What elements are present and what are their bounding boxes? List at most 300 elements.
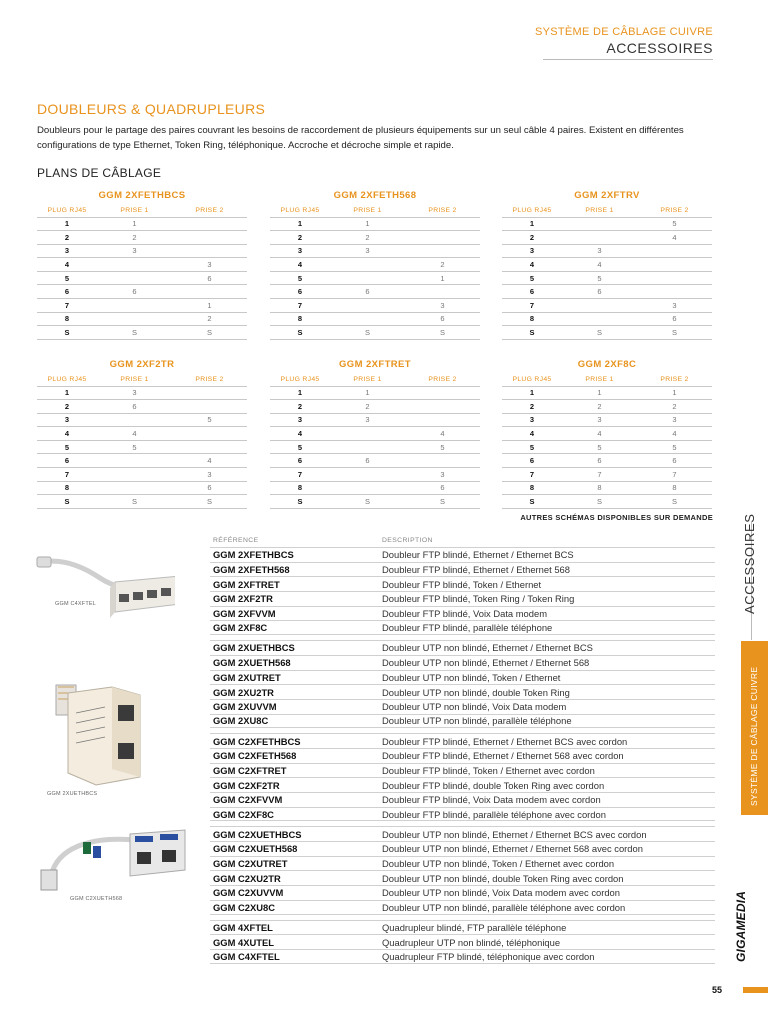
page-number: 55 bbox=[712, 985, 723, 995]
reference-description: Doubleur FTP blindé, parallèle téléphone avec cordon bbox=[382, 808, 606, 820]
table-cell: 4 bbox=[637, 427, 712, 441]
table-row bbox=[270, 231, 480, 245]
table-cell: 7 bbox=[37, 299, 97, 313]
product-image-quadrupleur bbox=[35, 548, 175, 630]
wiring-table bbox=[270, 188, 480, 340]
table-row bbox=[502, 413, 712, 427]
reference-row bbox=[210, 670, 715, 685]
table-cell bbox=[405, 386, 480, 400]
table-row bbox=[37, 454, 247, 468]
reference-code: GGM 2XUETH568 bbox=[213, 657, 291, 669]
column-header: PLUG RJ45 bbox=[280, 375, 320, 383]
table-cell: 3 bbox=[330, 244, 405, 258]
reference-code: GGM 2XUVVM bbox=[213, 701, 277, 713]
table-row bbox=[502, 468, 712, 482]
other-schemes-note: AUTRES SCHÉMAS DISPONIBLES SUR DEMANDE bbox=[520, 513, 713, 522]
table-cell: 8 bbox=[502, 481, 562, 495]
reference-description: Doubleur UTP non blindé, double Token Ring avec cordon bbox=[382, 872, 624, 884]
table-row bbox=[270, 427, 480, 441]
table-cell: 3 bbox=[270, 413, 330, 427]
table-row bbox=[37, 386, 247, 400]
reference-groups bbox=[210, 547, 715, 964]
column-header: PRISE 1 bbox=[120, 375, 149, 383]
table-cell: 3 bbox=[405, 299, 480, 313]
table-row bbox=[37, 481, 247, 495]
table-cell: 5 bbox=[37, 271, 97, 285]
reference-description: Doubleur UTP non blindé, double Token Ring bbox=[382, 686, 570, 698]
column-header: PRISE 2 bbox=[428, 206, 457, 214]
table-cell: 3 bbox=[172, 258, 247, 272]
reference-row bbox=[210, 620, 715, 635]
reference-description: Doubleur FTP blindé, Ethernet / Ethernet BCS bbox=[382, 549, 574, 561]
reference-code: GGM C2XU2TR bbox=[213, 872, 281, 884]
reference-row bbox=[210, 841, 715, 856]
table-cell: 7 bbox=[270, 299, 330, 313]
table-cell: 1 bbox=[502, 217, 562, 231]
wiring-table bbox=[37, 357, 247, 509]
table-cell: 4 bbox=[37, 258, 97, 272]
table-cell bbox=[97, 312, 172, 326]
column-header: PRISE 2 bbox=[195, 206, 224, 214]
table-cell: 7 bbox=[270, 468, 330, 482]
column-header: PLUG RJ45 bbox=[512, 375, 552, 383]
reference-description: Doubleur FTP blindé, Token / Ethernet bbox=[382, 578, 542, 590]
table-cell: 6 bbox=[97, 285, 172, 299]
table-cell bbox=[330, 468, 405, 482]
table-row bbox=[502, 271, 712, 285]
reference-row bbox=[210, 885, 715, 900]
table-cell bbox=[562, 312, 637, 326]
reference-row bbox=[210, 733, 715, 748]
reference-code: GGM C2XF2TR bbox=[213, 779, 280, 791]
table-cell: 5 bbox=[562, 271, 637, 285]
reference-row bbox=[210, 934, 715, 949]
table-cell: S bbox=[637, 495, 712, 509]
table-cell bbox=[97, 413, 172, 427]
table-cell bbox=[172, 440, 247, 454]
table-cell: 2 bbox=[637, 400, 712, 414]
table-cell: 1 bbox=[37, 217, 97, 231]
reference-row bbox=[210, 576, 715, 591]
reference-code: GGM 2XFTRET bbox=[213, 578, 280, 590]
reference-row bbox=[210, 547, 715, 562]
table-cell: 3 bbox=[502, 413, 562, 427]
reference-row bbox=[210, 640, 715, 655]
reference-description: Quadrupleur blindé, FTP parallèle téléphone bbox=[382, 921, 567, 933]
product-caption-1: GGM C4XFTEL bbox=[55, 601, 97, 607]
reference-description: Doubleur UTP non blindé, Voix Data modem bbox=[382, 701, 567, 713]
table-cell: 5 bbox=[270, 271, 330, 285]
table-cell bbox=[330, 427, 405, 441]
table-cell: 2 bbox=[172, 312, 247, 326]
wiring-table bbox=[37, 188, 247, 340]
table-cell: 2 bbox=[97, 231, 172, 245]
reference-code: GGM 2XUETHBCS bbox=[213, 642, 295, 654]
reference-code: GGM C2XFTRET bbox=[213, 764, 287, 776]
table-cell bbox=[405, 454, 480, 468]
sidebar-systeme: SYSTÈME DE CÂBLAGE CUIVRE bbox=[749, 666, 759, 806]
table-cell: 8 bbox=[37, 312, 97, 326]
reference-group bbox=[210, 826, 715, 914]
wiring-table-title: GGM 2XFETHBCS bbox=[98, 190, 186, 201]
table-cell bbox=[637, 258, 712, 272]
table-cell: 1 bbox=[270, 386, 330, 400]
table-row bbox=[37, 271, 247, 285]
wiring-table bbox=[502, 357, 712, 509]
table-cell: S bbox=[270, 326, 330, 340]
reference-row bbox=[210, 714, 715, 729]
table-cell: 5 bbox=[405, 440, 480, 454]
table-cell: S bbox=[637, 326, 712, 340]
table-cell bbox=[405, 413, 480, 427]
table-row bbox=[37, 413, 247, 427]
table-row bbox=[502, 312, 712, 326]
table-cell: 1 bbox=[637, 386, 712, 400]
table-cell bbox=[405, 231, 480, 245]
table-cell: 4 bbox=[270, 427, 330, 441]
reference-code: GGM 2XFVVM bbox=[213, 608, 276, 620]
table-cell: 5 bbox=[97, 440, 172, 454]
table-cell: 7 bbox=[37, 468, 97, 482]
reference-description: Doubleur FTP blindé, parallèle téléphone bbox=[382, 622, 553, 634]
table-cell: 8 bbox=[270, 312, 330, 326]
table-cell: S bbox=[97, 495, 172, 509]
reference-table-header bbox=[210, 537, 715, 547]
reference-description: Doubleur UTP non blindé, parallèle téléphone avec cordon bbox=[382, 901, 626, 913]
table-cell: 2 bbox=[330, 400, 405, 414]
table-cell: 3 bbox=[330, 413, 405, 427]
table-cell: 3 bbox=[562, 244, 637, 258]
table-cell: 4 bbox=[502, 258, 562, 272]
table-cell: S bbox=[172, 495, 247, 509]
table-cell: 6 bbox=[97, 400, 172, 414]
table-row bbox=[37, 231, 247, 245]
wiring-table-title: GGM 2XFTRV bbox=[574, 190, 640, 201]
page-number-bar bbox=[743, 987, 768, 993]
wiring-table bbox=[270, 357, 480, 509]
table-cell bbox=[405, 217, 480, 231]
table-cell: 4 bbox=[97, 427, 172, 441]
table-cell: S bbox=[502, 326, 562, 340]
table-cell bbox=[97, 258, 172, 272]
reference-group bbox=[210, 733, 715, 821]
reference-row bbox=[210, 949, 715, 964]
reference-code: GGM 2XU2TR bbox=[213, 686, 274, 698]
table-cell: 3 bbox=[97, 244, 172, 258]
reference-description: Doubleur FTP blindé, Ethernet / Ethernet 568 bbox=[382, 564, 570, 576]
table-cell: 6 bbox=[637, 454, 712, 468]
table-row bbox=[37, 326, 247, 340]
column-header: PRISE 1 bbox=[585, 206, 614, 214]
reference-code: GGM 2XFETHBCS bbox=[213, 549, 294, 561]
table-cell: S bbox=[405, 495, 480, 509]
reference-description: Doubleur UTP non blindé, Ethernet / Ethernet 568 bbox=[382, 657, 590, 669]
table-cell: 6 bbox=[172, 481, 247, 495]
table-row bbox=[270, 299, 480, 313]
column-header: PRISE 1 bbox=[353, 206, 382, 214]
reference-row bbox=[210, 684, 715, 699]
reference-code: GGM C2XUETH568 bbox=[213, 843, 298, 855]
reference-code: GGM C2XFETH568 bbox=[213, 750, 297, 762]
table-cell: 4 bbox=[562, 427, 637, 441]
reference-code: GGM C2XUVVM bbox=[213, 887, 284, 899]
table-row bbox=[37, 217, 247, 231]
table-cell bbox=[405, 285, 480, 299]
table-row bbox=[270, 326, 480, 340]
reference-code: GGM C2XF8C bbox=[213, 808, 274, 820]
reference-description: Doubleur FTP blindé, double Token Ring avec cordon bbox=[382, 779, 605, 791]
reference-description: Doubleur FTP blindé, Token / Ethernet avec cordon bbox=[382, 764, 595, 776]
table-row bbox=[270, 244, 480, 258]
table-row bbox=[502, 231, 712, 245]
reference-code: GGM 2XU8C bbox=[213, 715, 269, 727]
brand-logo: GIGAMEDIA bbox=[734, 890, 748, 962]
wiring-table-title: GGM 2XFETH568 bbox=[333, 190, 417, 201]
table-cell: 2 bbox=[270, 231, 330, 245]
table-row bbox=[270, 413, 480, 427]
table-cell: 1 bbox=[562, 386, 637, 400]
table-cell bbox=[172, 400, 247, 414]
reference-description: Doubleur FTP blindé, Voix Data modem avec cordon bbox=[382, 794, 601, 806]
table-cell bbox=[172, 427, 247, 441]
reference-group bbox=[210, 547, 715, 635]
table-cell: 4 bbox=[562, 258, 637, 272]
reference-group bbox=[210, 920, 715, 964]
table-cell: 6 bbox=[270, 454, 330, 468]
table-cell bbox=[172, 386, 247, 400]
reference-description: Doubleur FTP blindé, Ethernet / Ethernet BCS avec cordon bbox=[382, 735, 628, 747]
table-row bbox=[37, 312, 247, 326]
table-cell bbox=[405, 244, 480, 258]
table-row bbox=[270, 271, 480, 285]
table-cell bbox=[172, 285, 247, 299]
table-row bbox=[37, 427, 247, 441]
table-row bbox=[502, 258, 712, 272]
reference-code: GGM 2XUTRET bbox=[213, 671, 281, 683]
column-header: PRISE 1 bbox=[120, 206, 149, 214]
reference-code: GGM C2XU8C bbox=[213, 901, 275, 913]
table-cell: S bbox=[330, 326, 405, 340]
reference-row bbox=[210, 591, 715, 606]
header-description: DESCRIPTION bbox=[382, 537, 433, 544]
table-row bbox=[270, 217, 480, 231]
reference-description: Doubleur UTP non blindé, parallèle téléphone bbox=[382, 715, 572, 727]
table-row bbox=[502, 400, 712, 414]
table-cell: 4 bbox=[502, 427, 562, 441]
table-row bbox=[270, 468, 480, 482]
table-cell: S bbox=[562, 495, 637, 509]
table-cell: S bbox=[562, 326, 637, 340]
table-cell: 5 bbox=[637, 440, 712, 454]
table-cell: 2 bbox=[330, 231, 405, 245]
reference-row bbox=[210, 856, 715, 871]
reference-row bbox=[210, 655, 715, 670]
table-cell: 1 bbox=[270, 217, 330, 231]
plans-title: PLANS DE CÂBLAGE bbox=[37, 166, 162, 180]
table-cell: 2 bbox=[405, 258, 480, 272]
table-cell: 3 bbox=[502, 244, 562, 258]
table-row bbox=[502, 326, 712, 340]
reference-description: Doubleur UTP non blindé, Token / Ethernet bbox=[382, 671, 561, 683]
table-cell: 6 bbox=[562, 285, 637, 299]
table-cell: S bbox=[97, 326, 172, 340]
table-cell: 6 bbox=[405, 312, 480, 326]
table-cell bbox=[97, 468, 172, 482]
column-header: PLUG RJ45 bbox=[47, 375, 87, 383]
table-cell: 3 bbox=[172, 468, 247, 482]
table-cell: 8 bbox=[562, 481, 637, 495]
column-header: PLUG RJ45 bbox=[512, 206, 552, 214]
table-cell: 7 bbox=[637, 468, 712, 482]
table-row bbox=[37, 440, 247, 454]
column-header: PRISE 2 bbox=[195, 375, 224, 383]
table-cell: 1 bbox=[330, 386, 405, 400]
table-cell: 2 bbox=[502, 400, 562, 414]
table-cell bbox=[172, 217, 247, 231]
table-cell bbox=[172, 231, 247, 245]
table-cell: 4 bbox=[172, 454, 247, 468]
reference-row bbox=[210, 777, 715, 792]
table-cell: 6 bbox=[37, 454, 97, 468]
table-cell bbox=[562, 217, 637, 231]
section-title: DOUBLEURS & QUADRUPLEURS bbox=[37, 101, 266, 117]
table-cell: 5 bbox=[37, 440, 97, 454]
table-row bbox=[502, 454, 712, 468]
table-cell bbox=[330, 258, 405, 272]
table-cell: 5 bbox=[502, 271, 562, 285]
column-header: PLUG RJ45 bbox=[47, 206, 87, 214]
section-intro bbox=[37, 123, 717, 153]
table-row bbox=[270, 285, 480, 299]
table-cell: 1 bbox=[97, 217, 172, 231]
table-cell: 4 bbox=[405, 427, 480, 441]
reference-row bbox=[210, 920, 715, 935]
reference-row bbox=[210, 562, 715, 577]
table-row bbox=[502, 299, 712, 313]
table-cell bbox=[330, 481, 405, 495]
table-cell: 6 bbox=[502, 454, 562, 468]
reference-description: Doubleur FTP blindé, Token Ring / Token Ring bbox=[382, 593, 575, 605]
product-caption-3: GGM C2XUETH568 bbox=[70, 896, 123, 902]
reference-description: Quadrupleur FTP blindé, téléphonique avec cordon bbox=[382, 950, 595, 962]
table-row bbox=[270, 386, 480, 400]
reference-code: GGM C4XFTEL bbox=[213, 950, 280, 962]
table-cell: 3 bbox=[97, 386, 172, 400]
sidebar-accessoires: ACCESSOIRES bbox=[742, 513, 757, 614]
table-cell: 6 bbox=[562, 454, 637, 468]
table-cell: 2 bbox=[502, 231, 562, 245]
table-cell bbox=[330, 299, 405, 313]
table-row bbox=[502, 386, 712, 400]
table-row bbox=[502, 217, 712, 231]
table-cell: 6 bbox=[330, 285, 405, 299]
reference-description: Doubleur UTP non blindé, Ethernet / Ethernet BCS avec cordon bbox=[382, 828, 647, 840]
table-cell bbox=[330, 440, 405, 454]
reference-code: GGM C2XFVVM bbox=[213, 794, 283, 806]
table-cell bbox=[562, 231, 637, 245]
table-cell bbox=[637, 244, 712, 258]
table-cell bbox=[97, 271, 172, 285]
table-cell: S bbox=[37, 495, 97, 509]
table-row bbox=[270, 312, 480, 326]
wiring-table-title: GGM 2XF2TR bbox=[109, 359, 175, 370]
table-row bbox=[502, 440, 712, 454]
table-cell: 2 bbox=[37, 231, 97, 245]
reference-code: GGM C2XUETHBCS bbox=[213, 828, 302, 840]
table-cell: 3 bbox=[405, 468, 480, 482]
table-cell: 6 bbox=[270, 285, 330, 299]
wiring-table bbox=[502, 188, 712, 340]
table-cell: 2 bbox=[37, 400, 97, 414]
table-row bbox=[270, 400, 480, 414]
table-cell: 5 bbox=[172, 413, 247, 427]
table-cell: 3 bbox=[37, 413, 97, 427]
header-divider bbox=[543, 59, 713, 60]
reference-description: Quadrupleur UTP non blindé, téléphonique bbox=[382, 936, 561, 948]
table-cell: 7 bbox=[502, 299, 562, 313]
table-cell: 6 bbox=[405, 481, 480, 495]
column-header: PRISE 2 bbox=[660, 206, 689, 214]
reference-row bbox=[210, 699, 715, 714]
product-image-doubleur-cordon bbox=[35, 818, 190, 898]
table-cell: 3 bbox=[637, 299, 712, 313]
table-cell bbox=[330, 271, 405, 285]
reference-code: GGM 2XF2TR bbox=[213, 593, 273, 605]
table-cell: 6 bbox=[172, 271, 247, 285]
intro-line-1: Doubleurs pour le partage des paires couvrant les besoins de raccordement de plusieurs équipements sur un seul câble 4 paires. Existent en différentes bbox=[37, 125, 684, 136]
reference-row bbox=[210, 826, 715, 841]
table-cell: 3 bbox=[270, 244, 330, 258]
reference-row bbox=[210, 763, 715, 778]
table-cell: 6 bbox=[37, 285, 97, 299]
table-cell: 4 bbox=[270, 258, 330, 272]
table-cell: 3 bbox=[637, 413, 712, 427]
table-cell: 8 bbox=[637, 481, 712, 495]
table-row bbox=[270, 258, 480, 272]
table-row bbox=[502, 285, 712, 299]
table-cell: S bbox=[172, 326, 247, 340]
table-row bbox=[37, 285, 247, 299]
product-image-doubleur-utp bbox=[50, 673, 145, 788]
reference-description: Doubleur UTP non blindé, Token / Ethernet avec cordon bbox=[382, 858, 615, 870]
table-cell: 3 bbox=[37, 244, 97, 258]
table-row bbox=[502, 244, 712, 258]
reference-description: Doubleur FTP blindé, Ethernet / Ethernet 568 avec cordon bbox=[382, 750, 624, 762]
reference-row bbox=[210, 606, 715, 621]
reference-row bbox=[210, 748, 715, 763]
table-cell: 1 bbox=[172, 299, 247, 313]
table-cell: 1 bbox=[502, 386, 562, 400]
header-title: ACCESSOIRES bbox=[606, 40, 713, 56]
table-cell: 8 bbox=[37, 481, 97, 495]
reference-row bbox=[210, 900, 715, 915]
reference-row bbox=[210, 807, 715, 822]
table-row bbox=[502, 481, 712, 495]
table-row bbox=[270, 495, 480, 509]
table-row bbox=[37, 468, 247, 482]
reference-description: Doubleur UTP non blindé, Ethernet / Ethernet 568 avec cordon bbox=[382, 843, 643, 855]
table-cell: S bbox=[270, 495, 330, 509]
table-cell: S bbox=[37, 326, 97, 340]
table-row bbox=[502, 427, 712, 441]
reference-group bbox=[210, 640, 715, 728]
column-header: PRISE 1 bbox=[585, 375, 614, 383]
table-cell bbox=[330, 312, 405, 326]
table-cell: 4 bbox=[37, 427, 97, 441]
table-cell bbox=[637, 285, 712, 299]
header-reference: RÉFÉRENCE bbox=[213, 537, 259, 544]
table-cell: 1 bbox=[405, 271, 480, 285]
